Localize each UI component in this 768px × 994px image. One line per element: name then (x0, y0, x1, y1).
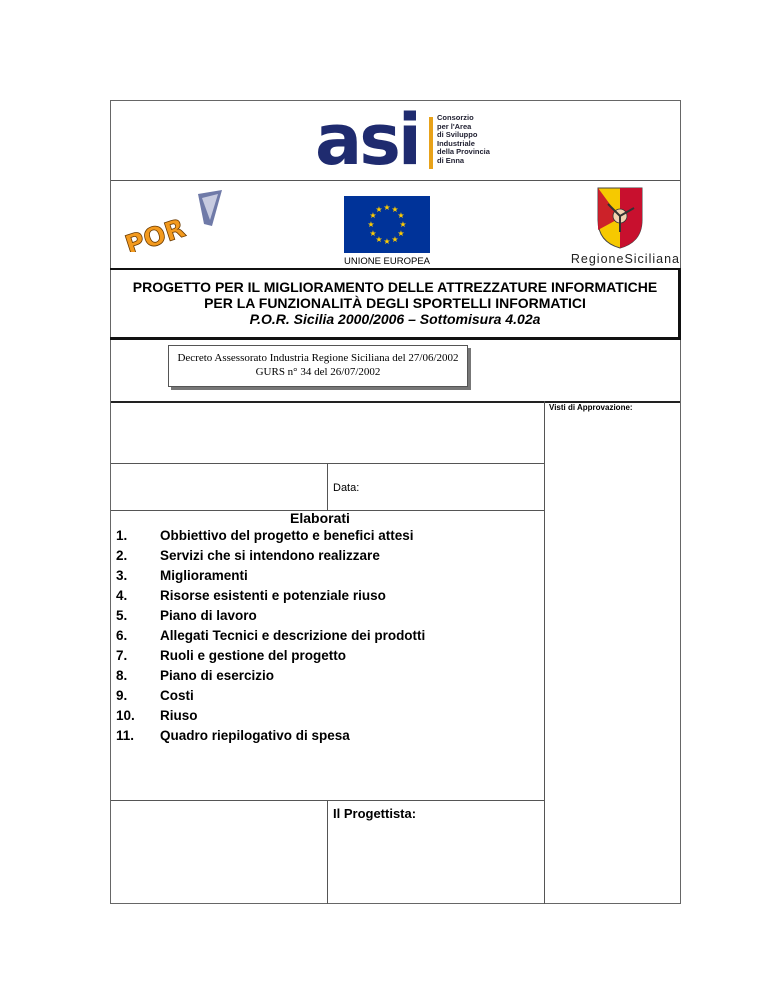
svg-text:★: ★ (391, 205, 399, 214)
decree-line: Decreto Assessorato Industria Regione Siciliana del 27/06/2002 (177, 352, 459, 364)
asi-line: per l'Area (437, 121, 472, 131)
svg-text:★: ★ (399, 220, 407, 229)
regione-label: RegioneSiciliana (570, 252, 680, 266)
svg-text:★: ★ (383, 203, 391, 212)
eu-stars (344, 196, 430, 253)
svg-text:★: ★ (397, 229, 405, 238)
asi-line: di Enna (437, 155, 465, 165)
list-item (0, 628, 426, 648)
asi-line: di Sviluppo (437, 130, 478, 140)
item-text: Piano di esercizio (160, 668, 275, 683)
list-item (0, 688, 420, 708)
asi-logo-bar (429, 117, 433, 169)
list-item (0, 668, 420, 688)
asi-line: della Provincia (437, 147, 490, 157)
list-item (0, 648, 420, 668)
column-divider (327, 800, 328, 904)
svg-text:★: ★ (369, 211, 377, 220)
date-label: Data: (333, 482, 360, 494)
item-number: 1. (116, 528, 128, 543)
por-logo-text: POR (121, 213, 190, 252)
item-text: Costi (160, 688, 194, 703)
item-text: Riuso (160, 708, 198, 723)
svg-text:★: ★ (375, 205, 383, 214)
item-number: 5. (116, 608, 128, 623)
item-text: Ruoli e gestione del progetto (160, 648, 347, 663)
eu-flag-icon (344, 196, 430, 253)
item-number: 3. (116, 568, 128, 583)
item-number: 2. (116, 548, 128, 563)
asi-logo-text (437, 114, 507, 166)
list-item (0, 728, 420, 748)
column-divider (327, 463, 328, 511)
svg-text:★: ★ (391, 235, 399, 244)
asi-logo (313, 99, 493, 181)
project-title (112, 279, 678, 327)
asi-logo-word: asi (315, 99, 419, 181)
sicily-coat-of-arms-icon (594, 186, 646, 250)
title-line: PROGETTO PER IL MIGLIORAMENTO DELLE ATTREZZATURE INFORMATICHE (132, 279, 658, 295)
item-text: Miglioramenti (160, 568, 248, 583)
item-text: Allegati Tecnici e descrizione dei prodotti (160, 628, 426, 643)
list-item (0, 548, 420, 568)
svg-text:★: ★ (375, 235, 383, 244)
item-number: 7. (116, 648, 128, 663)
item-number: 8. (116, 668, 128, 683)
approval-label: Visti di Approvazione: (549, 403, 633, 412)
item-number: 10. (116, 708, 135, 723)
list-item (0, 528, 420, 548)
list-item (0, 608, 420, 628)
item-number: 6. (116, 628, 128, 643)
list-item (0, 708, 420, 728)
decree-text (168, 351, 468, 379)
item-number: 9. (116, 688, 128, 703)
por-logo-graphic (118, 188, 226, 252)
item-text: Quadro riepilogativo di spesa (160, 728, 350, 743)
item-text: Risorse esistenti e potenziale riuso (160, 588, 386, 603)
title-line: PER LA FUNZIONALITÀ DEGLI SPORTELLI INFORMATICI (204, 295, 586, 311)
elaborati-list (0, 528, 560, 748)
list-item (0, 588, 420, 608)
decree-line: GURS n° 34 del 26/07/2002 (255, 366, 381, 378)
title-line-italic: P.O.R. Sicilia 2000/2006 – Sottomisura 4.02a (249, 311, 541, 327)
por-logo (118, 188, 226, 252)
svg-text:★: ★ (369, 229, 377, 238)
svg-text:★: ★ (397, 211, 405, 220)
divider (111, 180, 680, 181)
item-number: 4. (116, 588, 128, 603)
sicily-shield (594, 186, 646, 250)
svg-text:★: ★ (367, 220, 375, 229)
asi-line: Consorzio (437, 113, 474, 122)
item-text: Piano di lavoro (160, 608, 257, 623)
asi-line: Industriale (437, 138, 475, 148)
item-text: Servizi che si intendono realizzare (160, 548, 380, 563)
svg-text:★: ★ (383, 237, 391, 246)
item-number: 11. (116, 728, 135, 743)
eu-label: UNIONE EUROPEA (343, 256, 431, 267)
progettista-label: Il Progettista: (333, 806, 417, 821)
list-item (0, 568, 420, 588)
elaborati-heading: Elaborati (290, 510, 350, 526)
item-text: Obbiettivo del progetto e benefici attesi (160, 528, 414, 543)
